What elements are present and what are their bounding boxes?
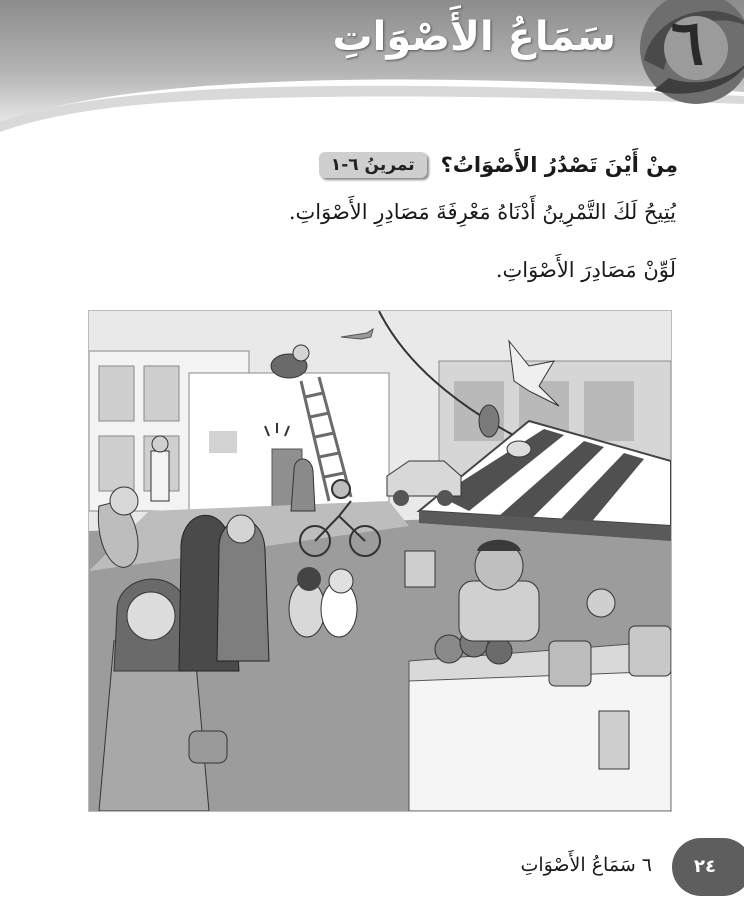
market-table bbox=[409, 626, 671, 811]
women-talking bbox=[179, 515, 269, 671]
exercise-label: تمرينُ ٦-١ bbox=[319, 152, 427, 178]
intro-text: يُتِيحُ لَكَ التَّمْرِينُ أَدْنَاهُ مَعْرِفَةَ مَصَادِرِ الأَصْوَاتِ. bbox=[288, 200, 676, 224]
street-scene-illustration bbox=[88, 310, 672, 812]
hanging-pot bbox=[405, 551, 435, 587]
instruction-text: لَوِّنْ مَصَادِرَ الأَصْوَاتِ. bbox=[495, 258, 676, 282]
exercise-heading bbox=[319, 148, 678, 182]
hanging-pan bbox=[587, 589, 615, 617]
woman-in-doorway bbox=[291, 459, 315, 511]
chapter-title: سَمَاعُ الأَصْوَاتِ bbox=[332, 14, 616, 60]
chapter-number: ٦ bbox=[670, 6, 704, 79]
man-calling bbox=[151, 436, 169, 501]
bird-on-cable bbox=[507, 441, 531, 457]
page-number: ٢٤ bbox=[694, 856, 716, 877]
exercise-question: مِنْ أَيْنَ تَصْدُرُ الأَصْوَاتُ؟ bbox=[440, 153, 678, 177]
footer-chapter-reference: ٦ سَمَاعُ الأَصْوَاتِ bbox=[520, 854, 652, 876]
chapter-header bbox=[0, 0, 744, 135]
perched-parrot bbox=[479, 405, 499, 437]
